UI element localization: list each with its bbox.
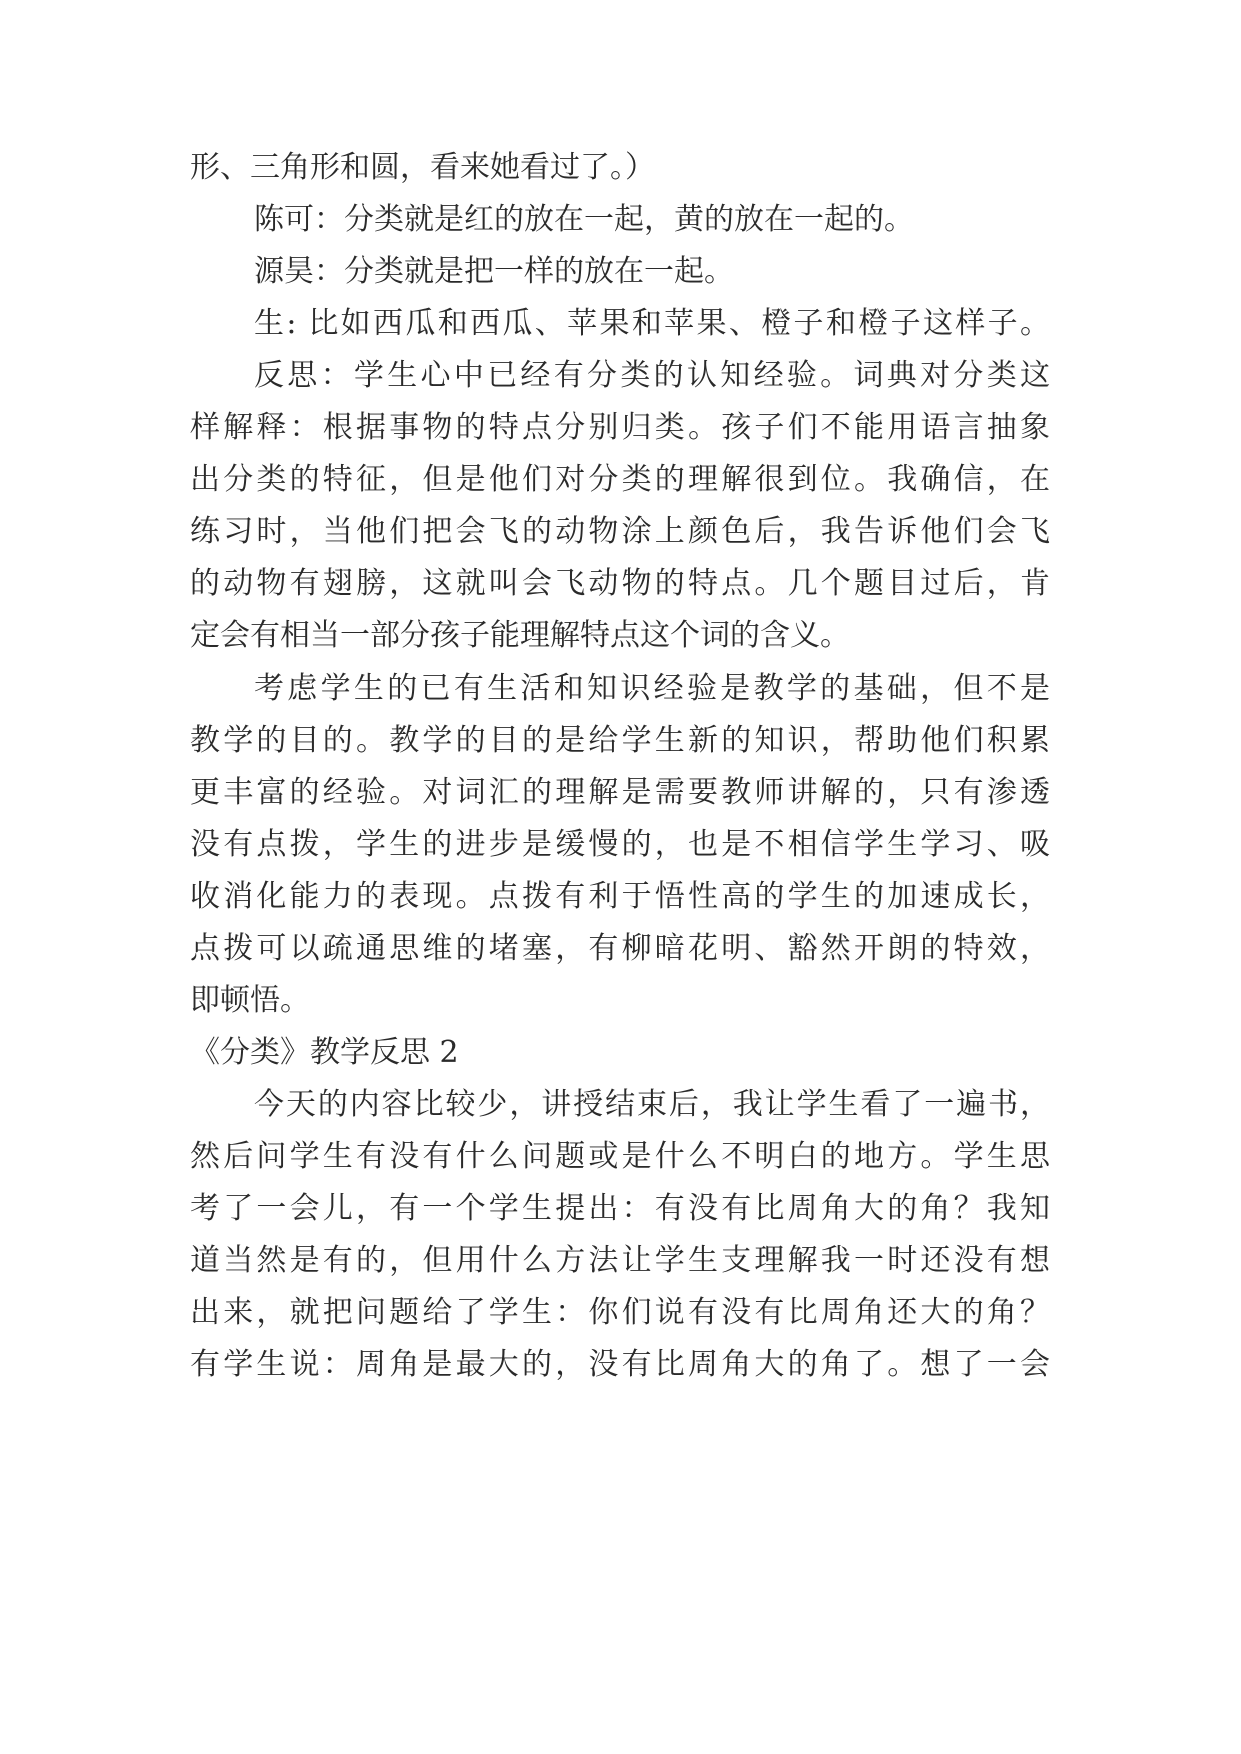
text-line: 源昊：分类就是把一样的放在一起。: [254, 254, 734, 289]
text-line: 道当然是有的，但用什么方法让学生支理解我一时还没有想: [190, 1243, 1050, 1278]
text-line: 点拨可以疏通思维的堵塞，有柳暗花明、豁然开朗的特效，: [190, 931, 1050, 966]
section-heading: 《分类》教学反思 2: [190, 1035, 459, 1070]
text-line: 即顿悟。: [190, 983, 310, 1018]
text-line: 样解释：根据事物的特点分别归类。孩子们不能用语言抽象: [190, 410, 1050, 445]
text-line: 教学的目的。教学的目的是给学生新的知识，帮助他们积累: [190, 723, 1050, 758]
text-line: 然后问学生有没有什么问题或是什么不明白的地方。学生思: [190, 1139, 1050, 1174]
text-line: 陈可：分类就是红的放在一起，黄的放在一起的。: [254, 202, 914, 237]
text-line: 反思：学生心中已经有分类的认知经验。词典对分类这: [254, 358, 1050, 393]
text-line: 出来，就把问题给了学生：你们说有没有比周角还大的角？: [190, 1295, 1050, 1330]
text-line: 练习时，当他们把会飞的动物涂上颜色后，我告诉他们会飞: [190, 514, 1050, 549]
text-line: 形、三角形和圆，看来她看过了。）: [190, 150, 655, 185]
text-line: 考虑学生的已有生活和知识经验是教学的基础，但不是: [254, 671, 1050, 706]
text-line: 考了一会儿，有一个学生提出：有没有比周角大的角？我知: [190, 1191, 1050, 1226]
text-line: 今天的内容比较少，讲授结束后，我让学生看了一遍书，: [254, 1087, 1050, 1122]
text-line: 定会有相当一部分孩子能理解特点这个词的含义。: [190, 618, 850, 653]
text-line: 没有点拨，学生的进步是缓慢的，也是不相信学生学习、吸: [190, 827, 1050, 862]
text-line: 更丰富的经验。对词汇的理解是需要教师讲解的，只有渗透: [190, 775, 1050, 810]
text-line: 收消化能力的表现。点拨有利于悟性高的学生的加速成长，: [190, 879, 1050, 914]
text-line: 出分类的特征，但是他们对分类的理解很到位。我确信，在: [190, 462, 1050, 497]
text-line: 生: 比如西瓜和西瓜、苹果和苹果、橙子和橙子这样子。: [254, 306, 1050, 341]
text-line: 的动物有翅膀，这就叫会飞动物的特点。几个题目过后，肯: [190, 566, 1050, 601]
text-line: 有学生说：周角是最大的，没有比周角大的角了。想了一会: [190, 1347, 1050, 1382]
